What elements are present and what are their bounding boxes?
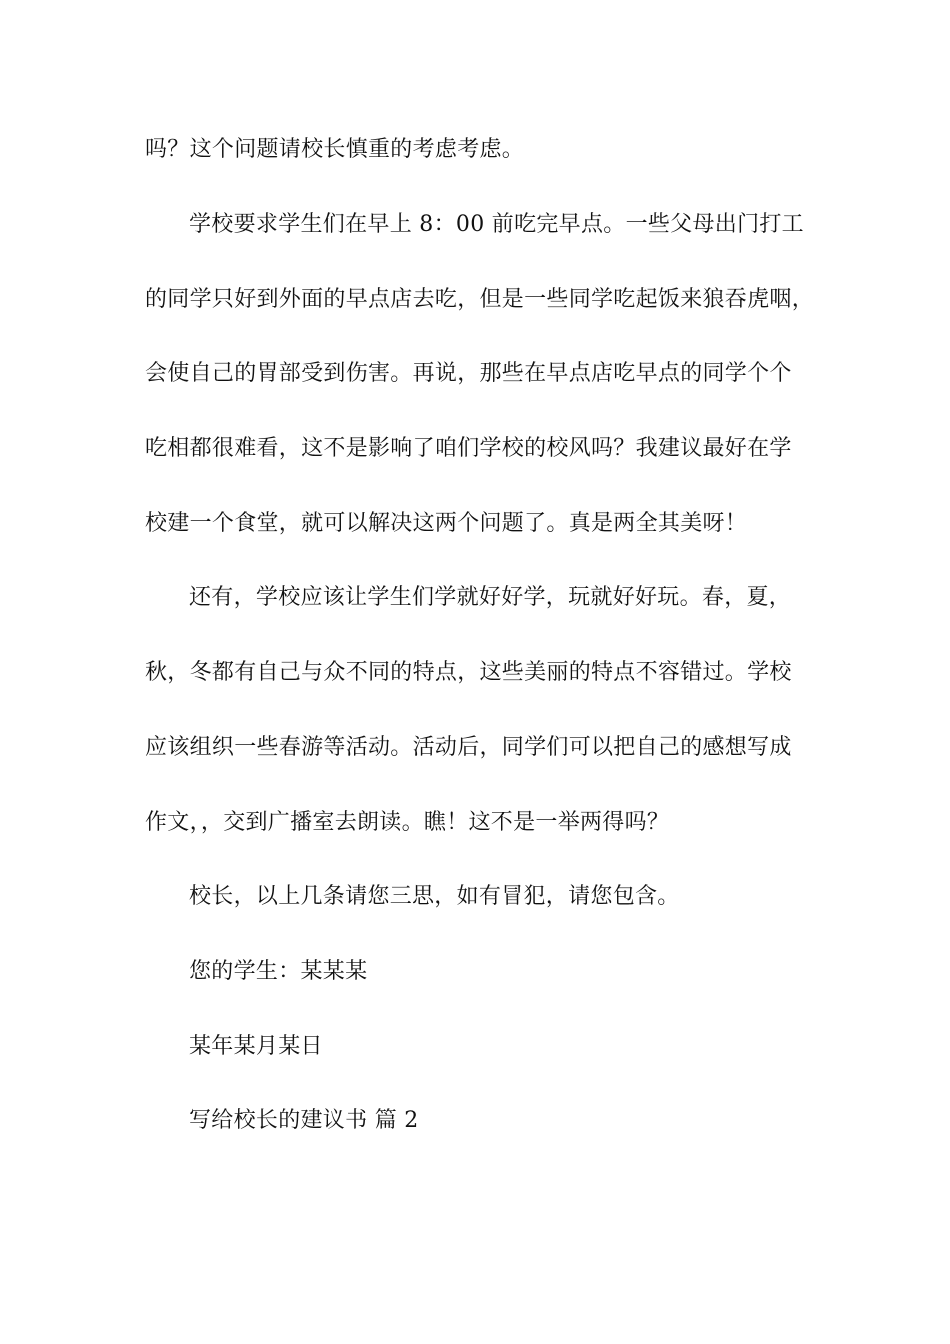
text-line: 作文，，交到广播室去朗读。瞧！这不是一举两得吗？	[145, 810, 670, 835]
paragraph-start-line: 学校要求学生们在早上 8：00 前吃完早点。一些父母出门打工	[189, 212, 804, 237]
text-line: 吃相都很难看，这不是影响了咱们学校的校风吗？我建议最好在学	[145, 436, 792, 461]
text-line: 应该组织一些春游等活动。活动后，同学们可以把自己的感想写成	[145, 735, 792, 760]
paragraph-start-line: 还有，学校应该让学生们学就好好学，玩就好好玩。春，夏，	[189, 585, 792, 610]
closing-line: 校长，以上几条请您三思，如有冒犯，请您包含。	[189, 884, 680, 909]
text-line: 秋，冬都有自己与众不同的特点，这些美丽的特点不容错过。学校	[145, 660, 792, 685]
signature-line: 您的学生：某某某	[189, 959, 368, 984]
date-line: 某年某月某日	[189, 1034, 323, 1059]
text-line: 会使自己的胃部受到伤害。再说，那些在早点店吃早点的同学个个	[145, 361, 792, 386]
text-line: 的同学只好到外面的早点店去吃，但是一些同学吃起饭来狼吞虎咽，	[145, 287, 815, 312]
text-line: 吗？这个问题请校长慎重的考虑考虑。	[145, 137, 525, 162]
section-title: 写给校长的建议书 篇 2	[189, 1108, 419, 1133]
text-line: 校建一个食堂，就可以解决这两个问题了。真是两全其美呀！	[145, 511, 748, 536]
